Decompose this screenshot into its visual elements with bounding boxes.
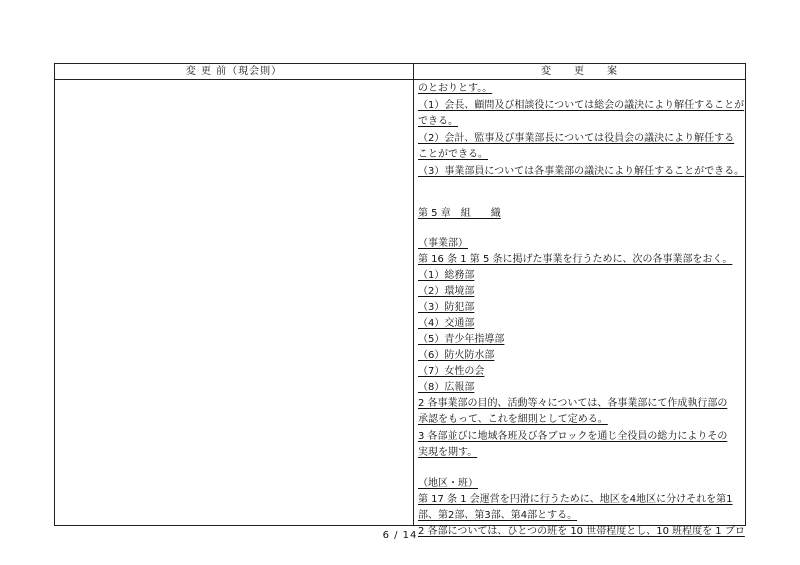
section-heading: （事業部） <box>418 238 468 249</box>
chapter-heading: 第 5 章 組 織 <box>418 208 501 219</box>
text-line: （2）会計、監事及び事業部長については役員会の議決により解任する <box>418 133 735 144</box>
text-line: 部、第2部、第3部、第4部とする。 <box>418 510 578 521</box>
list-item: （8）広報部 <box>418 382 475 393</box>
text-line: （3）事業部員については各事業部の議決により解任することができる。 <box>418 166 745 177</box>
before-change-column <box>55 80 413 525</box>
list-item: （7）女性の会 <box>418 366 485 377</box>
text-line: ことができる。 <box>418 149 488 160</box>
list-item: （4）交通部 <box>418 318 475 329</box>
column-divider <box>413 64 414 525</box>
text-line: 3 各部並びに地域各班及び各ブロックを通じ全役員の総力によりその <box>418 431 728 442</box>
list-item: （2）環境部 <box>418 286 475 297</box>
text-line: できる。 <box>418 116 458 127</box>
header-before-change: 変 更 前（現会則） <box>185 66 283 77</box>
list-item: （6）防火防水部 <box>418 350 495 361</box>
proposed-change-column <box>418 82 745 537</box>
table-header-row <box>55 64 745 80</box>
header-proposed-change: 変 更 案 <box>541 66 618 77</box>
article-16: 第 16 条 1 第 5 条に掲げた事業を行うために、次の各事業部をおく。 <box>418 254 733 265</box>
text-line: （1）会長、顧問及び相談役については総会の議決により解任することが <box>418 100 745 111</box>
page-number: 6 / 14 <box>382 530 418 541</box>
list-item: （1）総務部 <box>418 270 475 281</box>
text-line: 2 各事業部の目的、活動等々については、各事業部にて作成執行部の <box>418 398 728 409</box>
text-line: 承認をもって、これを細則として定める。 <box>418 414 608 425</box>
text-line: のとおりとす。。 <box>418 83 493 94</box>
text-line: 2 各部については、ひとつの班を 10 世帯程度とし、10 班程度を 1 ブロ <box>418 526 745 537</box>
section-heading: （地区・班） <box>418 478 478 489</box>
article-17: 第 17 条 1 会運営を円滑に行うために、地区を4地区に分けそれを第1 <box>418 494 733 505</box>
list-item: （5）青少年指導部 <box>418 334 505 345</box>
text-line: 実現を期す。 <box>418 447 478 458</box>
list-item: （3）防犯部 <box>418 302 475 313</box>
